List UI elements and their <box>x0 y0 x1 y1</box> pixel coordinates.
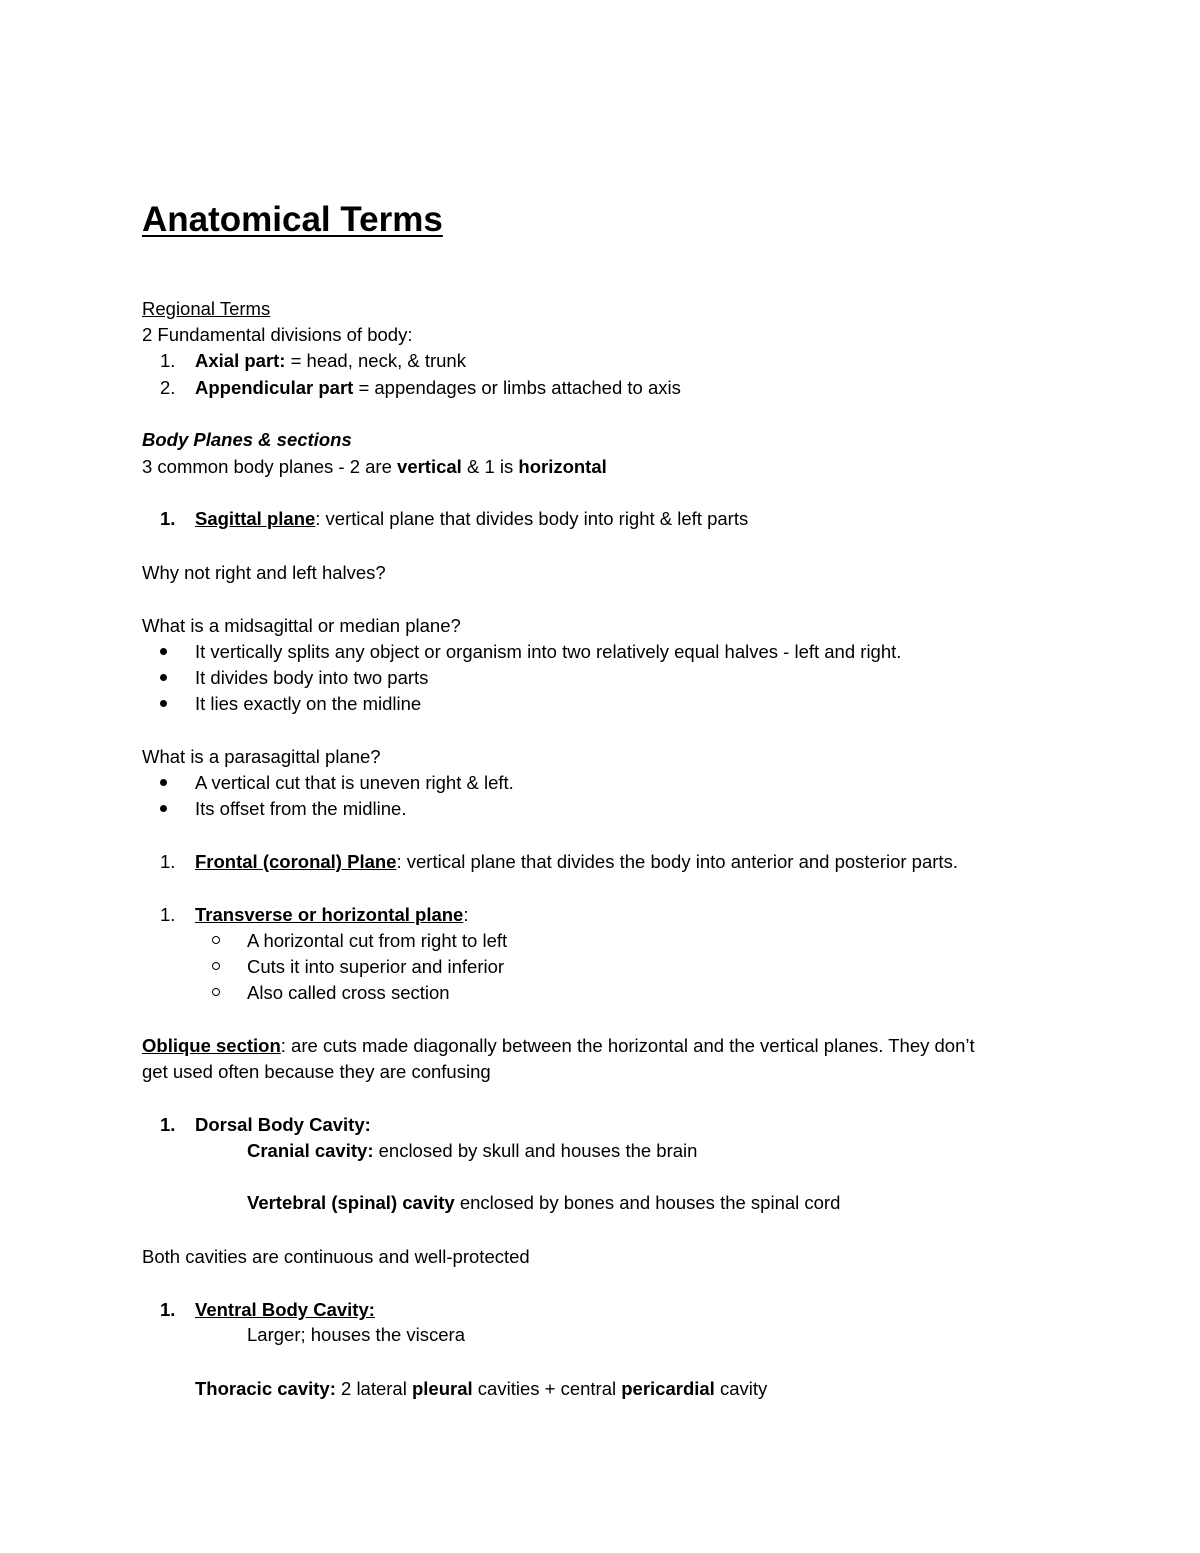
thoracic-text: cavity <box>714 1378 768 1399</box>
term-frontal-plane: Frontal (coronal) Plane <box>195 851 397 872</box>
bullet-icon <box>160 700 167 707</box>
circle-bullet-icon <box>212 962 220 970</box>
list-item <box>195 377 681 399</box>
term-oblique-section: Oblique section <box>142 1035 281 1056</box>
regional-terms-heading: Regional Terms <box>142 298 271 319</box>
ventral-description: Larger; houses the viscera <box>247 1324 466 1345</box>
term-definition: : <box>463 904 469 925</box>
body-planes-heading: Body Planes & sections <box>142 429 352 450</box>
term-cranial-cavity: Cranial cavity: <box>247 1140 374 1161</box>
question-parasagittal: What is a parasagittal plane? <box>142 746 381 767</box>
list-item: It vertically splits any object or organism into two relatively equal halves - left and right. <box>195 641 902 662</box>
bullet-icon <box>160 805 167 812</box>
list-number: 1. <box>160 1299 176 1320</box>
circle-bullet-icon <box>212 988 220 996</box>
transverse-plane-item <box>195 904 468 926</box>
term-appendicular-part: Appendicular part <box>195 377 354 398</box>
list-number: 1. <box>160 1114 176 1135</box>
term-definition: enclosed by skull and houses the brain <box>373 1140 698 1161</box>
list-number: 2. <box>160 377 176 398</box>
regional-intro: 2 Fundamental divisions of body: <box>142 324 413 345</box>
term-ventral-body-cavity: Ventral Body Cavity: <box>195 1299 375 1320</box>
oblique-section-line <box>142 1035 975 1057</box>
list-item <box>195 350 466 372</box>
list-item: It divides body into two parts <box>195 667 429 688</box>
intro-text: 3 common body planes - 2 are <box>142 456 398 477</box>
intro-vertical: vertical <box>397 456 462 477</box>
thoracic-text: cavities + central <box>472 1378 622 1399</box>
term-definition: : vertical plane that divides body into right & left parts <box>315 508 749 529</box>
bullet-icon <box>160 648 167 655</box>
intro-text: & 1 is <box>461 456 519 477</box>
list-number: 1. <box>160 851 176 872</box>
list-number: 1. <box>160 350 176 371</box>
term-definition: : vertical plane that divides the body into anterior and posterior parts. <box>396 851 958 872</box>
term-transverse-plane: Transverse or horizontal plane <box>195 904 464 925</box>
term-pericardial: pericardial <box>621 1378 715 1399</box>
list-item: Also called cross section <box>247 982 450 1003</box>
cranial-cavity-line <box>247 1140 697 1162</box>
list-item: A vertical cut that is uneven right & left. <box>195 772 514 793</box>
term-definition: = appendages or limbs attached to axis <box>353 377 681 398</box>
term-pleural: pleural <box>411 1378 473 1399</box>
list-number: 1. <box>160 508 176 529</box>
term-definition: enclosed by bones and houses the spinal cord <box>454 1192 841 1213</box>
list-item: It lies exactly on the midline <box>195 693 422 714</box>
oblique-section-line: get used often because they are confusing <box>142 1061 491 1082</box>
list-number: 1. <box>160 904 176 925</box>
term-dorsal-body-cavity: Dorsal Body Cavity: <box>195 1114 371 1135</box>
vertebral-cavity-line <box>247 1192 840 1214</box>
bullet-icon <box>160 779 167 786</box>
term-definition: : are cuts made diagonally between the horizontal and the vertical planes. They don’t <box>280 1035 975 1056</box>
term-thoracic-cavity: Thoracic cavity: <box>195 1378 336 1399</box>
question-halves: Why not right and left halves? <box>142 562 386 583</box>
question-midsagittal: What is a midsagittal or median plane? <box>142 615 461 636</box>
both-cavities-note: Both cavities are continuous and well-protected <box>142 1246 530 1267</box>
term-axial-part: Axial part: <box>195 350 286 371</box>
term-sagittal-plane: Sagittal plane <box>195 508 316 529</box>
body-planes-intro <box>142 456 607 478</box>
page-title: Anatomical Terms <box>142 200 443 239</box>
term-definition: = head, neck, & trunk <box>285 350 466 371</box>
bullet-icon <box>160 674 167 681</box>
intro-horizontal: horizontal <box>518 456 607 477</box>
list-item: Cuts it into superior and inferior <box>247 956 505 977</box>
thoracic-cavity-line <box>195 1378 767 1400</box>
sagittal-plane-item <box>195 508 748 530</box>
list-item: A horizontal cut from right to left <box>247 930 508 951</box>
list-item: Its offset from the midline. <box>195 798 407 819</box>
term-vertebral-cavity: Vertebral (spinal) cavity <box>247 1192 455 1213</box>
thoracic-text: 2 lateral <box>335 1378 412 1399</box>
frontal-plane-item <box>195 851 958 873</box>
circle-bullet-icon <box>212 936 220 944</box>
